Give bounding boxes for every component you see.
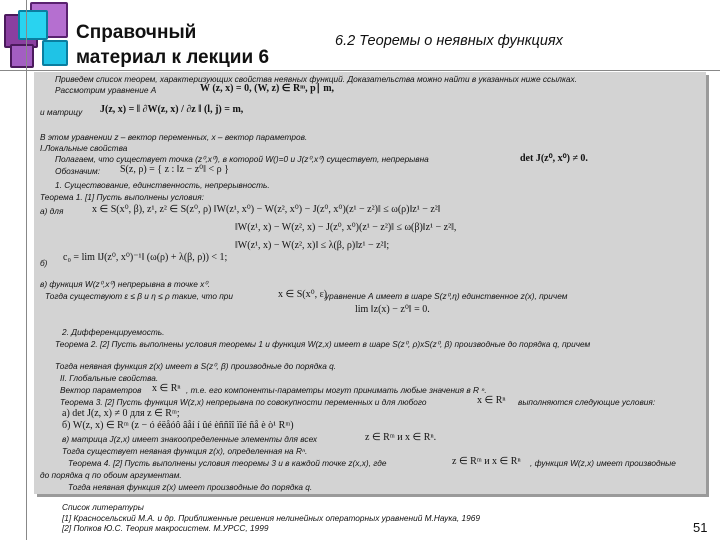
condition-b-label: б) [40, 258, 48, 268]
theorem-3-conditions: выполняются следующие условия: [518, 397, 656, 407]
title-line-1: Справочный [76, 22, 197, 43]
jacobian-matrix: J(z, x) = ‖ ∂W(z, x) / ∂z ‖ (l, j) = m, [100, 104, 244, 115]
theorem-1: Теорема 1. [1] Пусть выполнены условия: [40, 192, 204, 202]
ball-definition: S(z, ρ) = { z : ‖z − z⁰‖ < ρ } [120, 164, 229, 175]
condition-a-formula-1: x ∈ S(x⁰, β), z¹, z² ∈ S(z⁰, ρ) ‖W(z¹, x⁰) − W(z², x⁰) − J(z⁰, x⁰)(z¹ − z²)‖ ≤ ω(ρ)‖z¹ − z²‖ [92, 204, 441, 215]
theorem-3-cond-a: а) det J(z, x) ≠ 0 для z ∈ Rᵐ; [62, 408, 180, 419]
then-in-ball: x ∈ S(x⁰, ε) [278, 289, 328, 300]
theorem-3: Теорема 3. [2] Пусть функция W(z,x) непрерывна по совокупности переменных и для любого [60, 397, 427, 407]
theorem-3-cond-c-formula: z ∈ Rᵐ и x ∈ Rⁿ. [365, 432, 437, 443]
det-condition: det J(z⁰, x⁰) ≠ 0. [520, 153, 588, 164]
condition-a-formula-3: ‖W(z¹, x) − W(z², x)‖ ≤ λ(β, ρ)‖z¹ − z²‖; [235, 240, 390, 251]
theorem-2-conclusion: Тогда неявная функция z(x) имеет в S(z⁰, β) производные до порядка q. [55, 361, 337, 371]
then-exist: Тогда существуют ε ≤ β и η ≤ ρ такие, что при [45, 291, 234, 301]
theorem-4-point: z ∈ Rᵐ и x ∈ Rⁿ [452, 456, 521, 467]
page-number: 51 [693, 520, 708, 535]
theorem-4: Теорема 4. [2] Пусть выполнены условия теоремы 3 и в каждой точке z(x,x), где [68, 458, 387, 468]
vertical-rule [26, 0, 27, 540]
theorem-3-cond-c: в) матрица J(z,x) имеет знакоопределенные элементы для всех [62, 434, 317, 444]
parameter-vector-note: , т.е. его компоненты-параметры могут принимать любые значения в R ⁿ. [186, 385, 487, 395]
denote-line: Обозначим: [55, 166, 101, 176]
condition-a-label: а) для [40, 206, 64, 216]
theorem-2: Теорема 2. [2] Пусть выполнены условия теоремы 1 и функция W(z,x) имеет в шаре S(z⁰, ρ)xS(z⁰, β) производные до порядка q, причем [55, 339, 591, 349]
decor-square-purple-small [10, 44, 34, 68]
differentiability-heading: 2. Дифференцируемость. [62, 327, 165, 337]
theorem-4-order: до порядка q по обоим аргументам. [40, 470, 182, 480]
theorem-3-conclusion: Тогда существует неявная функция z(x), определенная на Rⁿ. [62, 446, 308, 456]
intro-line: Приведем список теорем, характеризующих свойства неявных функций. Доказательства можно найти в указанных ниже ссылках. [55, 74, 577, 84]
equation-a: W (z, x) = 0, (W, z) ∈ Rᵐ, p∣ m, [200, 83, 335, 94]
theorem-3-cond-b: б) W(z, x) ∈ Rᵐ (z − ó éëåóô âåí í ûé èññîî ïîé ñå è ò¹ Rᵐ) [62, 420, 294, 431]
condition-b-formula: c₀ = lim ‖J(z⁰, x⁰)⁻¹‖ (ω(ρ) + λ(β, ρ)) < 1; [63, 252, 228, 263]
unique-solution: уравнение А имеет в шаре S(z⁰,η) единственное z(x), причем [325, 291, 568, 301]
condition-a-formula-2: ‖W(z¹, x) − W(z², x) − J(z⁰, x⁰)(z¹ − z²)‖ ≤ ω(β)‖z¹ − z²‖, [235, 222, 457, 233]
reference-2: [2] Попков Ю.С. Теория макросистем. М.УРСС, 1999 [62, 523, 269, 533]
slide-subtitle: 6.2 Теоремы о неявных функциях [335, 33, 563, 49]
limit-formula: lim ‖z(x) − z⁰‖ = 0. [355, 304, 430, 315]
local-properties-heading: I.Локальные свойства [40, 143, 128, 153]
condition-c: в) функция W(z⁰,x⁰) непрерывна в точке x⁰. [40, 279, 210, 289]
decor-square-cyan [18, 10, 48, 40]
global-properties-heading: II. Глобальные свойства. [60, 373, 159, 383]
vector-description: В этом уравнении z – вектор переменных, x – вектор параметров. [40, 132, 308, 142]
and-matrix: и матрицу [40, 107, 83, 117]
consider-equation: Рассмотрим уравнение А [55, 85, 157, 95]
theorem-4-conclusion: Тогда неявная функция z(x) имеет производные до порядка q. [68, 482, 313, 492]
horizontal-rule [0, 70, 720, 71]
assumption-line: Полагаем, что существует точка (z⁰,x⁰), в которой W()=0 и J(z⁰,x⁰) существует, непрерывна [55, 154, 429, 164]
theorem-4-derivatives: , функция W(z,x) имеет производные [530, 458, 676, 468]
reference-1: [1] Красносельский М.А. и др. Приближенные решения нелинейных операторных уравнений М.Наука, 1969 [62, 512, 480, 523]
slide-title [76, 20, 269, 70]
references-heading: Список литературы [62, 502, 144, 512]
existence-heading: 1. Существование, единственность, непрерывность. [55, 180, 270, 190]
decor-square-cyan-small [42, 40, 68, 66]
references [62, 502, 480, 534]
theorem-3-any: x ∈ Rⁿ [477, 395, 506, 406]
parameter-vector-formula: x ∈ Rⁿ [152, 383, 181, 394]
parameter-vector: Вектор параметров [60, 385, 142, 395]
title-line-2: материал к лекции 6 [76, 47, 270, 68]
